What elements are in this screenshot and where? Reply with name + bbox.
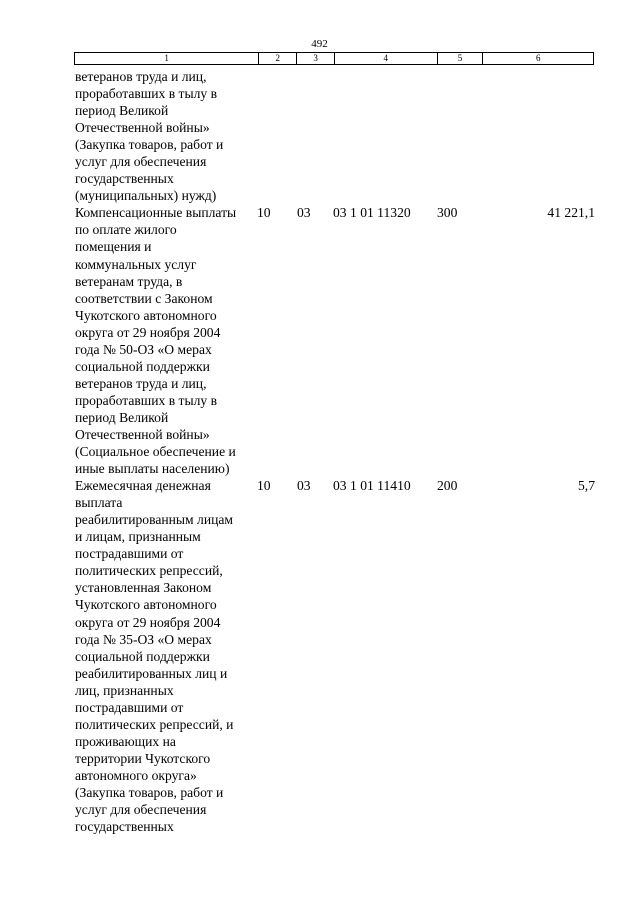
row-description: Компенсационные выплаты по оплате жилого помещения и коммунальных услуг ветеранам труда, в соответствии с Законом Чукотского автономного округа от 29 ноября 2004 года № 50-ОЗ «О мерах социальной поддержки ветеранов труда и лиц, проработавших в тылу в период Великой Отечественной войны» (Социальное обеспечение и иные выплаты населению) [75,205,237,477]
row-subsection: 03 [297,205,311,221]
budget-table-body [75,68,595,835]
column-header-3: 3 [297,53,335,64]
row-subsection: 03 [297,478,311,494]
column-header-1: 1 [75,53,259,64]
column-header-4: 4 [335,53,438,64]
row-description: ветеранов труда и лиц, проработавших в тылу в период Великой Отечественной войны» (Закупка товаров, работ и услуг для обеспечения государственных (муниципальных) нужд) [75,69,224,204]
column-header-2: 2 [259,53,297,64]
row-expense-type: 200 [437,478,458,494]
row-target-article: 03 1 01 11320 [333,205,411,221]
row-amount: 41 221,1 [547,205,595,221]
table-row [75,68,595,204]
row-expense-type: 300 [437,205,458,221]
column-header-5: 5 [438,53,484,64]
table-header-row [74,52,594,65]
page-number: 492 [311,38,328,50]
row-target-article: 03 1 01 11410 [333,478,411,494]
row-section: 10 [257,205,271,221]
row-amount: 5,7 [578,478,595,494]
row-description: Ежемесячная денежная выплата реабилитированным лицам и лицам, признанным пострадавшими от политических репрессий, установленная Законом Чукотского автономного округа от 29 ноября 2004 года № 35-ОЗ «О мерах социальной поддержки реабилитированных лиц и лиц, признанных пострадавшими от политических репрессий, и проживающих на территории Чукотского автономного округа» (Закупка товаров, работ и услуг для обеспечения государственных [75,478,234,835]
column-header-6: 6 [535,53,541,63]
table-row [75,204,595,477]
table-row [75,477,595,835]
row-section: 10 [257,478,271,494]
